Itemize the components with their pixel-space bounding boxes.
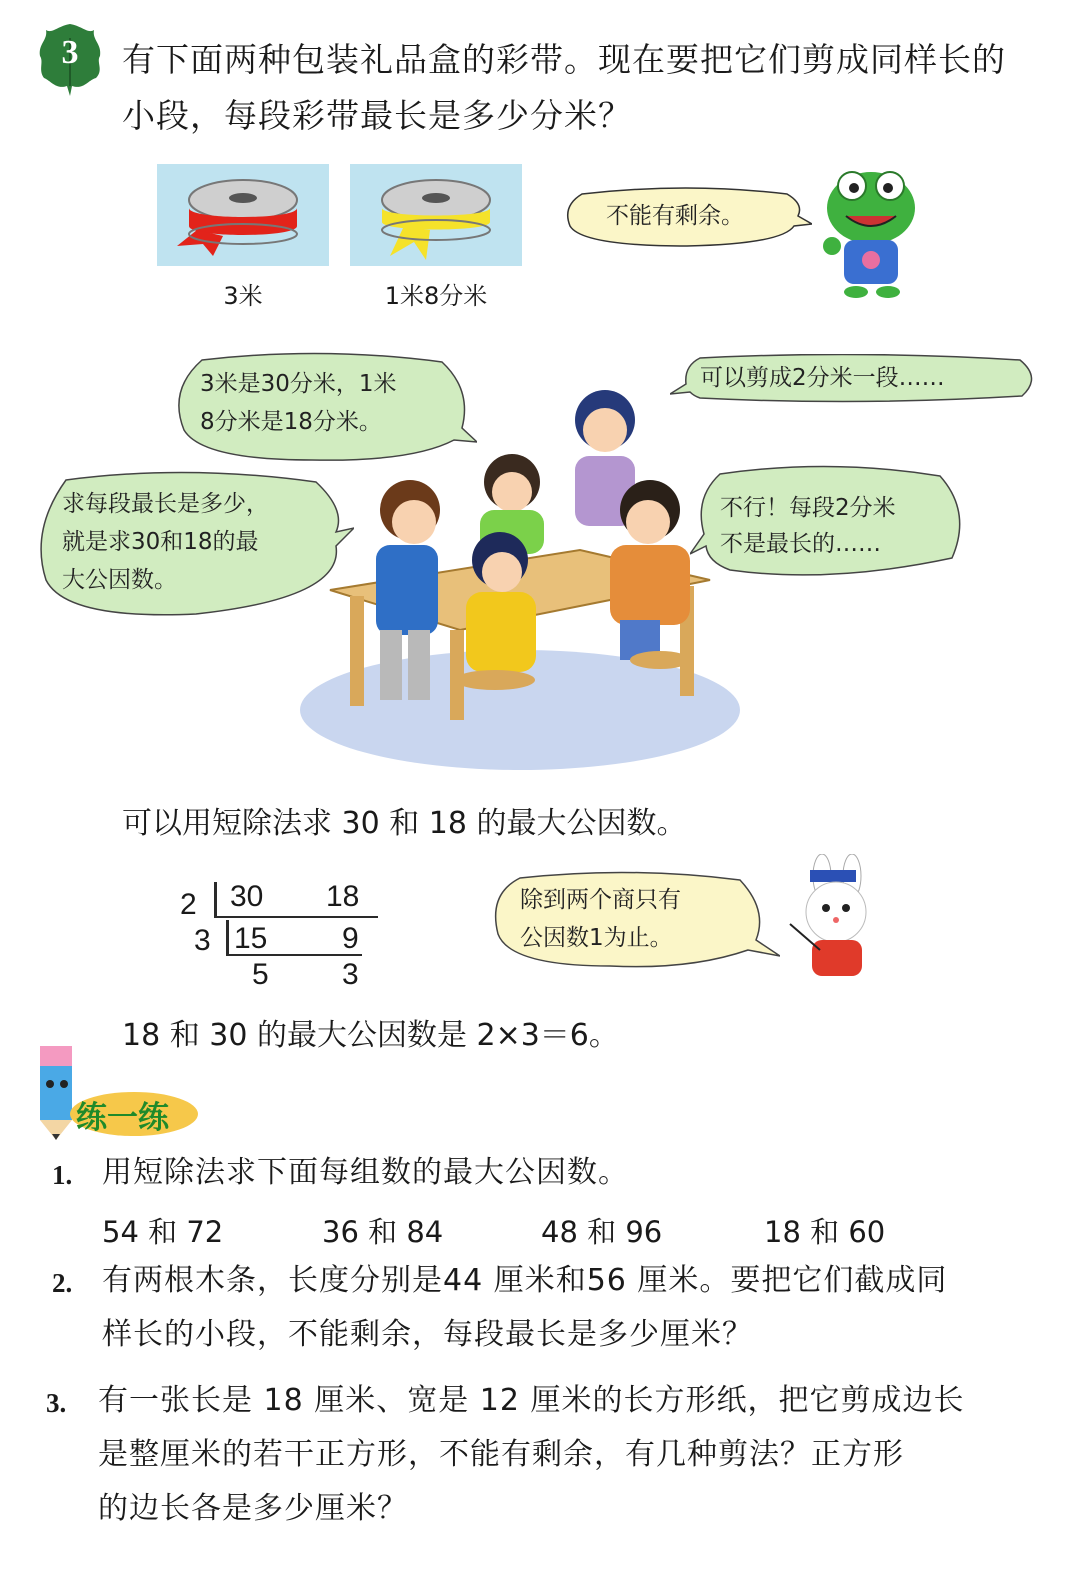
frog-mascot-icon	[816, 160, 926, 300]
bubble-right-line1: 不行！每段2分米	[720, 495, 896, 521]
bubble-left-line3: 大公因数。	[62, 567, 177, 593]
ribbon-yellow-card	[350, 164, 522, 266]
bubble-right-line2: 不是最长的……	[720, 531, 881, 557]
frog-speech-bubble	[562, 186, 812, 250]
practice-title: 练一练	[76, 1100, 169, 1136]
exercise-1-pair-3: 48 和 96	[541, 1215, 663, 1249]
row2-left: 15	[234, 922, 268, 955]
result-text: 18 和 30 的最大公因数是 2×3＝6。	[122, 1018, 619, 1053]
rabbit-speech-bubble	[490, 870, 780, 970]
division-line-1	[214, 916, 378, 918]
practice-header	[18, 1036, 198, 1142]
exercise-3-line3: 的边长各是多少厘米？	[98, 1491, 408, 1526]
ribbon-spool-yellow-icon	[350, 164, 522, 266]
rabbit-bubble-line2: 公因数1为止。	[520, 925, 673, 951]
bubble-top-left-line1: 3米是30分米，1米	[200, 371, 397, 397]
rabbit-teacher-icon	[780, 854, 890, 984]
bubble-left-line2: 就是求30和18的最	[62, 529, 259, 555]
division-bracket-1	[214, 882, 217, 916]
bubble-top-left	[172, 350, 477, 466]
division-bracket-2	[226, 920, 229, 954]
problem-number-badge	[34, 20, 106, 98]
bubble-left-line1: 求每段最长是多少，	[62, 491, 269, 517]
row2-right: 9	[342, 922, 359, 955]
problem-number: 3	[61, 34, 79, 71]
row3-right: 3	[342, 958, 359, 991]
exercise-1-number: 1.	[52, 1160, 73, 1190]
bubble-right	[690, 462, 970, 582]
short-division	[170, 876, 390, 996]
bubble-top-right	[670, 354, 1040, 404]
problem-text-line2: 小段，每段彩带最长是多少分米？	[122, 96, 632, 135]
rabbit-bubble-line1: 除到两个商只有	[520, 887, 681, 913]
exercise-1-text: 用短除法求下面每组数的最大公因数。	[102, 1155, 629, 1190]
rabbit-mascot	[780, 854, 890, 984]
exercise-1-pair-4: 18 和 60	[764, 1215, 886, 1249]
divisor-1: 2	[180, 888, 197, 921]
exercise-1-pair-2: 36 和 84	[322, 1215, 444, 1249]
frog-mascot	[816, 160, 926, 300]
exercise-3-number: 3.	[46, 1388, 67, 1418]
ribbon-red-card	[157, 164, 329, 266]
exercise-3-line1: 有一张长是 18 厘米、宽是 12 厘米的长方形纸，把它剪成边长	[98, 1383, 965, 1418]
row3-left: 5	[252, 958, 269, 991]
bubble-top-left-line2: 8分米是18分米。	[200, 409, 382, 435]
exercise-1-pair-1: 54 和 72	[102, 1215, 224, 1249]
ribbon-spool-red-icon	[157, 164, 329, 266]
exercise-2-line1: 有两根木条，长度分别是44 厘米和56 厘米。要把它们截成同	[102, 1263, 948, 1298]
method-text: 可以用短除法求 30 和 18 的最大公因数。	[122, 806, 687, 841]
exercise-2-line2: 样长的小段，不能剩余，每段最长是多少厘米？	[102, 1317, 753, 1352]
exercise-3-line2: 是整厘米的若干正方形，不能有剩余，有几种剪法？正方形	[98, 1437, 904, 1472]
row1-right: 18	[326, 880, 360, 913]
divisor-2: 3	[194, 924, 211, 957]
bubble-left	[36, 470, 354, 620]
ribbon-yellow-label: 1米8分米	[384, 282, 488, 310]
ribbon-red-label: 3米	[223, 282, 263, 310]
problem-text-line1: 有下面两种包装礼品盒的彩带。现在要把它们剪成同样长的	[122, 40, 1006, 79]
bubble-top-right-text: 可以剪成2分米一段……	[700, 365, 945, 391]
row1-left: 30	[230, 880, 264, 913]
frog-bubble-text: 不能有剩余。	[606, 203, 744, 229]
exercise-2-number: 2.	[52, 1268, 73, 1298]
